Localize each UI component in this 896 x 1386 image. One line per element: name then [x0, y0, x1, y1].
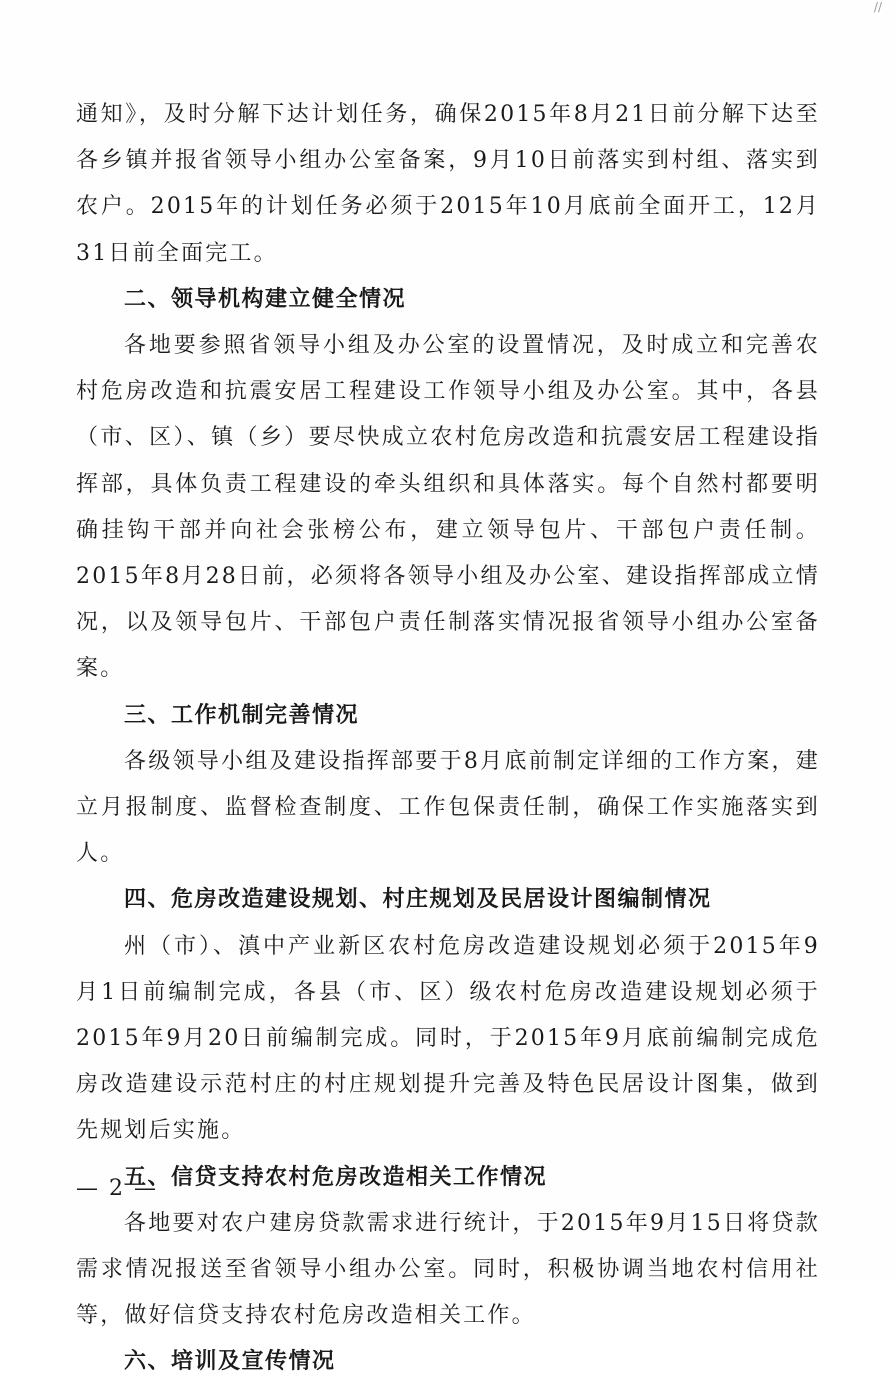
paragraph-leadership: 各地要参照省领导小组及办公室的设置情况，及时成立和完善农村危房改造和抗震安居工程建设工作领导小组及办公室。其中，各县（市、区）、镇（乡）要尽快成立农村危房改造和抗震安居工程建设指挥部，具体负责工程建设的牵头组织和具体落实。每个自然村都要明确挂钩干部并向社会张榜公布，建立领导包片、干部包户责任制。2015年8月28日前，必须将各领导小组及办公室、建设指挥部成立情况，以及领导包片、干部包户责任制落实情况报省领导小组办公室备案。: [76, 333, 820, 682]
section-heading-4: 四、危房改造建设规划、村庄规划及民居设计图编制情况: [124, 887, 712, 913]
document-body: [76, 92, 820, 1386]
section-heading-6: 六、培训及宣传情况: [124, 1349, 336, 1375]
corner-mark: //: [873, 0, 882, 14]
page-number: — 2 —: [76, 1176, 158, 1201]
section-heading-5: 五、信贷支持农村危房改造相关工作情况: [124, 1164, 548, 1190]
paragraph-credit: 各地要对农户建房贷款需求进行统计，于2015年9月15日将贷款需求情况报送至省领导小组办公室。同时，积极协调当地农村信用社等，做好信贷支持农村危房改造相关工作。: [76, 1210, 820, 1329]
section-heading-3: 三、工作机制完善情况: [124, 702, 360, 728]
paragraph-continuation: 通知》，及时分解下达计划任务，确保2015年8月21日前分解下达至各乡镇并报省领导小组办公室备案，9月10日前落实到村组、落实到农户。2015年的计划任务必须于2015年10月底前全面开工，12月31日前全面完工。: [76, 102, 820, 266]
paragraph-planning: 州（市）、滇中产业新区农村危房改造建设规划必须于2015年9月1日前编制完成，各县（市、区）级农村危房改造建设规划必须于2015年9月20日前编制完成。同时，于2015年9月底前编制完成危房改造建设示范村庄的村庄规划提升完善及特色民居设计图集，做到先规划后实施。: [76, 933, 820, 1144]
paragraph-mechanism: 各级领导小组及建设指挥部要于8月底前制定详细的工作方案，建立月报制度、监督检查制度、工作包保责任制，确保工作实施落实到人。: [76, 748, 820, 867]
section-heading-2: 二、领导机构建立健全情况: [124, 286, 407, 312]
